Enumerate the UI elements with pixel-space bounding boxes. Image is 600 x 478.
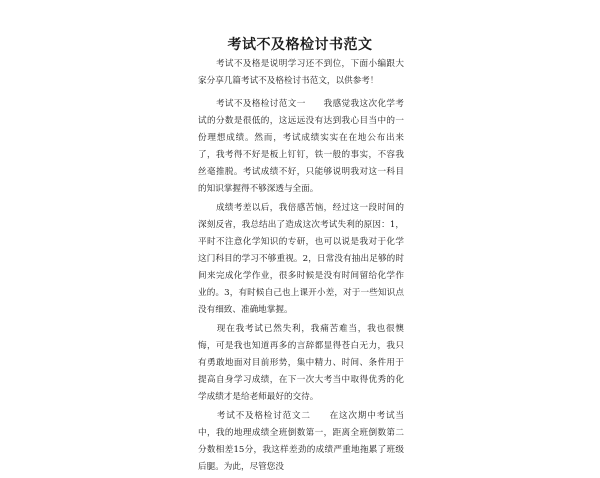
document-title: 考试不及格检讨书范文: [227, 37, 373, 53]
paragraph-reasons: 成绩考差以后，我倍感苦恼，经过这一段时间的深刻反省，我总结出了造成这次考试失利的原因：1，平时不注意化学知识的专研，也可以说是我对于化学这门科目的学习不够重视。2，日常没有抽出足够的时间来完成化学作业，很多时候是没有时间留给化学作业的。3，有时候自己也上课开小差，对于一些知识点没有细致、准确地掌握。: [198, 203, 404, 315]
paragraph-sample-one-opening: 考试不及格检讨范文一 我感觉我这次化学考试的分数是很低的，这远远没有达到我心目当中的一份理想成绩。然而，考试成绩实实在在地公布出来了，我考得不好是板上钉钉，铁一般的事实，不容我丝毫推脱。考试成绩不好，只能够说明我对这一科目的知识掌握得不够深透与全面。: [198, 99, 404, 194]
paragraph-sample-two-opening: 考试不及格检讨范文二 在这次期中考试当中，我的地理成绩全班倒数第一，距离全班倒数第二分数相差15分，我这样差劲的成绩严重地拖累了班级后腿。为此，尽管您没: [198, 411, 404, 472]
intro-paragraph: 考试不及格是说明学习还不到位，下面小编跟大家分享几篇考试不及格检讨书范文，以供参考！: [198, 59, 404, 86]
paragraph-resolution: 现在我考试已然失利，我痛苦难当，我也很懊悔，可是我也知道再多的言辞都显得苍白无力，我只有勇敢地面对目前形势，集中精力、时间、条件用于提高自身学习成绩，在下一次大考当中取得优秀的化学成绩才是给老师最好的交待。: [198, 324, 404, 402]
document-body: [198, 56, 404, 478]
